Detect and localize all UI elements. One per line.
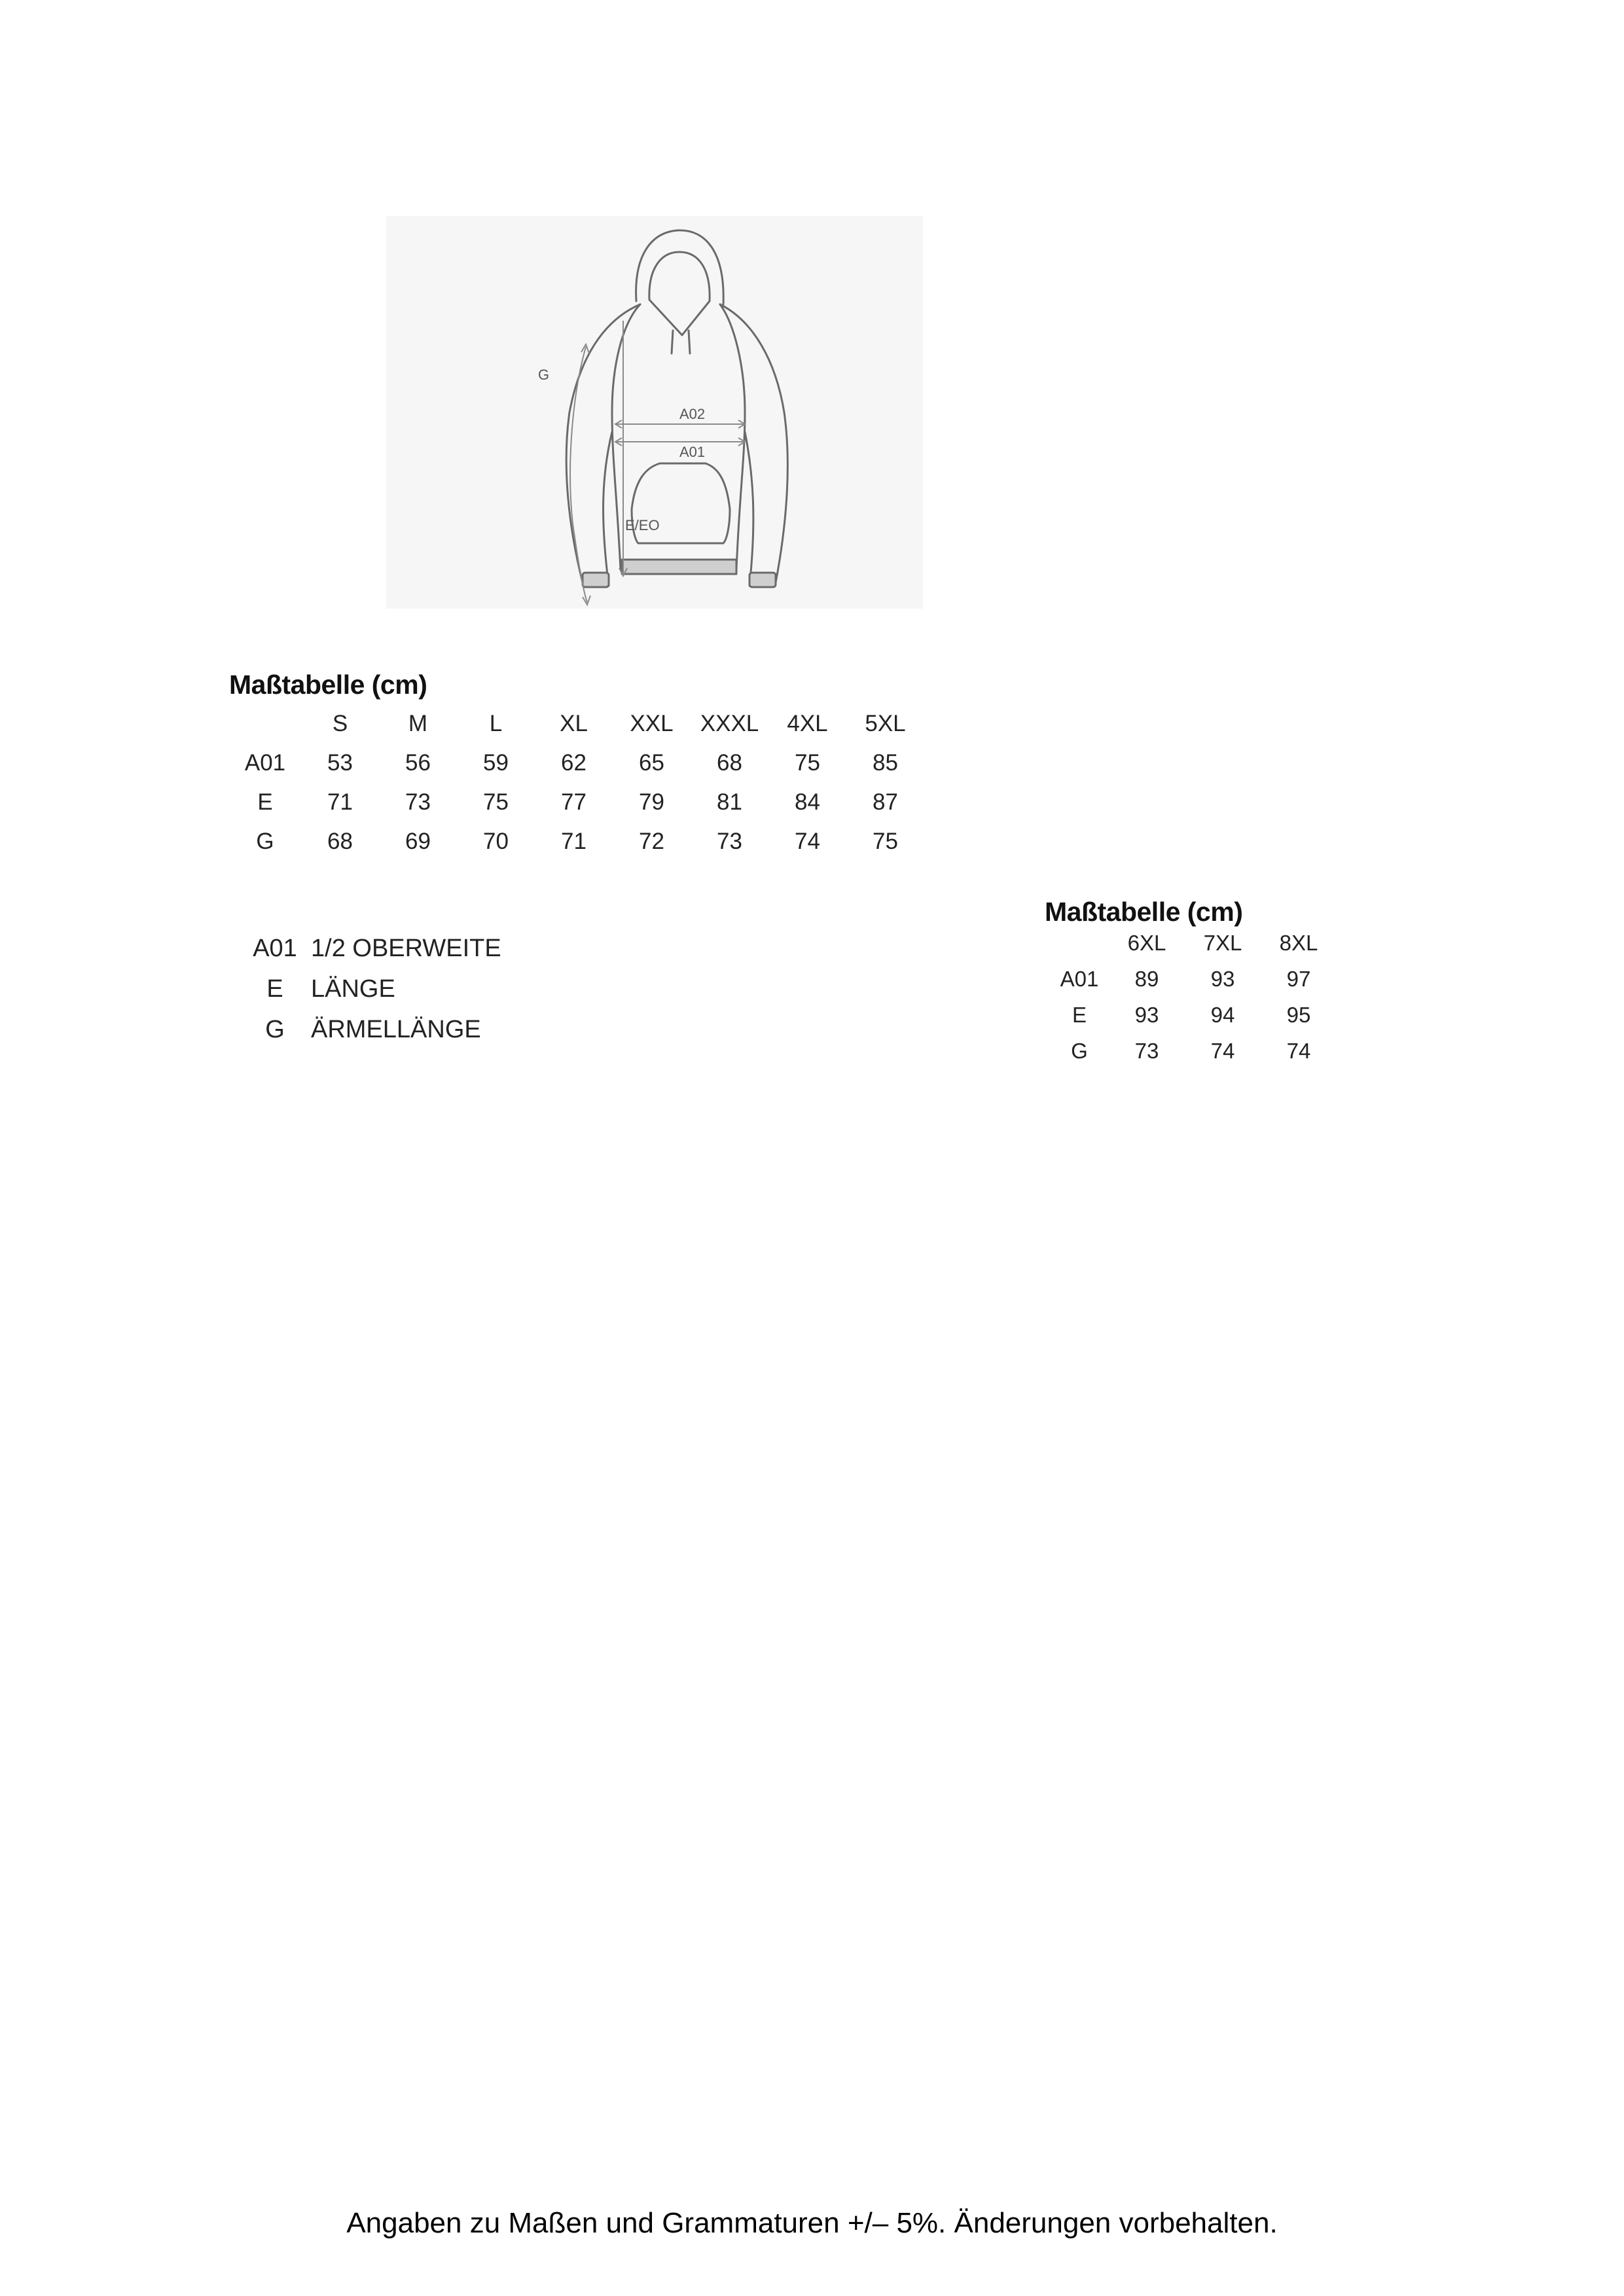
table-cell: 85 [873,750,898,776]
diagram-label-length: E/EO [625,517,660,533]
corner-cell [229,704,301,744]
legend-code: E [266,975,283,1003]
table-cell: 93 [1210,966,1235,991]
table-cell: 71 [327,789,353,815]
table-cell: 73 [405,789,431,815]
table-cell: 62 [561,750,586,776]
row-code: G [256,829,274,854]
table-cell: 69 [405,829,431,854]
table-cell: 70 [483,829,509,854]
size-header: XXL [630,711,674,736]
table-cell: 97 [1286,966,1311,991]
legend-text: ÄRMELLÄNGE [311,1015,481,1043]
table-cell: 68 [717,750,742,776]
table-cell: 93 [1134,1002,1159,1027]
table-cell: 94 [1210,1002,1235,1027]
table-row [1050,997,1337,1033]
table-cell: 89 [1134,966,1159,991]
table-cell: 73 [1134,1038,1159,1063]
row-code: A01 [1060,966,1099,991]
legend-code: G [265,1015,285,1043]
measurement-legend [242,928,501,1050]
table-cell: 87 [873,789,898,815]
table-cell: 72 [639,829,664,854]
size-header-row [229,704,924,744]
footer-note: Angaben zu Maßen und Grammaturen +/– 5%. Änderungen vorbehalten. [346,2207,1278,2239]
size-header: XL [560,711,588,736]
table-cell: 71 [561,829,586,854]
legend-item [242,1009,501,1050]
extra-size-table [1050,925,1337,1069]
legend-code: A01 [253,934,297,962]
table-cell: 68 [327,829,353,854]
corner-cell [1050,925,1109,961]
row-code: A01 [244,750,286,776]
table-cell: 75 [873,829,898,854]
diagram-label-g: G [538,367,550,383]
table-cell: 75 [483,789,509,815]
diagram-label-a02: A02 [679,406,706,422]
size-header: XXXL [700,711,759,736]
size-table-title: Maßtabelle (cm) [229,670,427,700]
size-header: 6XL [1127,930,1166,955]
diagram-label-a01: A01 [679,444,706,460]
hoodie-illustration [386,216,923,609]
table-cell: 95 [1286,1002,1311,1027]
table-row [229,822,924,861]
table-cell: 74 [1210,1038,1235,1063]
table-cell: 73 [717,829,742,854]
table-cell: 74 [795,829,820,854]
table-row [229,783,924,822]
table-cell: 77 [561,789,586,815]
table-row [1050,961,1337,997]
legend-text: 1/2 OBERWEITE [311,934,501,962]
size-header: 8XL [1279,930,1318,955]
table-cell: 84 [795,789,820,815]
table-row [1050,1033,1337,1069]
extra-size-table-title: Maßtabelle (cm) [1045,897,1243,927]
size-header: M [408,711,428,736]
table-cell: 59 [483,750,509,776]
table-cell: 79 [639,789,664,815]
size-header: S [332,711,348,736]
row-code: E [257,789,273,815]
table-cell: 65 [639,750,664,776]
table-row [229,744,924,783]
table-cell: 53 [327,750,353,776]
legend-text: LÄNGE [311,975,395,1003]
size-header: L [489,711,503,736]
size-header: 4XL [787,711,828,736]
hoodie-measurement-diagram [386,216,923,609]
table-cell: 75 [795,750,820,776]
row-code: G [1071,1038,1088,1063]
table-cell: 74 [1286,1038,1311,1063]
legend-item [242,928,501,969]
table-cell: 81 [717,789,742,815]
size-table [229,704,924,861]
table-cell: 56 [405,750,431,776]
row-code: E [1072,1002,1087,1027]
legend-item [242,969,501,1009]
size-header-row [1050,925,1337,961]
size-header: 5XL [865,711,906,736]
size-header: 7XL [1203,930,1242,955]
